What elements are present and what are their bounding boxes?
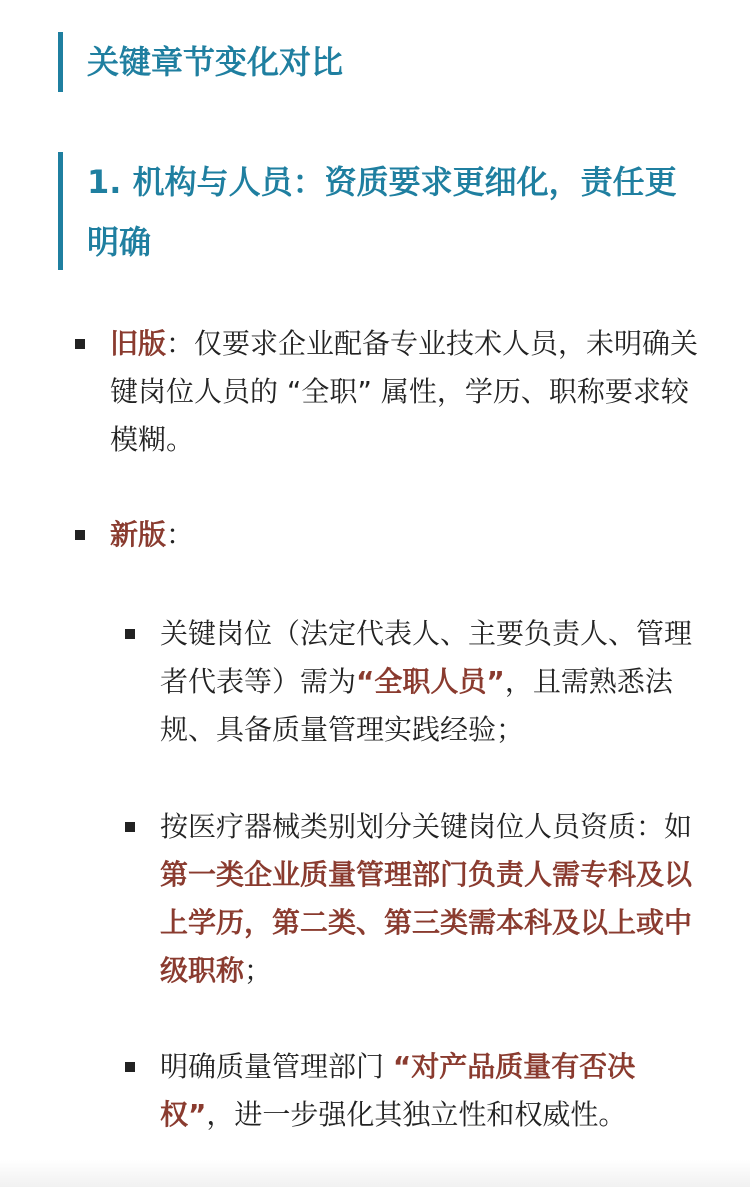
section-title-text: 关键章节变化对比	[87, 43, 344, 81]
new-version-item	[75, 511, 700, 559]
square-bullet-icon	[125, 1062, 135, 1072]
old-version-item	[75, 320, 700, 464]
old-version-text: ：仅要求企业配备专业技术人员，未明确关键岗位人员的 “全职” 属性，学历、职称要求较模糊。	[110, 327, 699, 456]
section-title	[58, 32, 698, 92]
old-version-label: 旧版	[110, 327, 167, 360]
subitem-text: ，且需熟悉法规、具备质量管理实践经验；	[160, 665, 673, 746]
section-subtitle-text: 1. 机构与人员：资质要求更细化，责任更明确	[87, 163, 677, 261]
subitem-text: ，进一步强化其独立性和权威性。	[206, 1098, 627, 1131]
square-bullet-icon	[125, 629, 135, 639]
new-version-subitem-full-time	[125, 610, 700, 754]
subitem-text: 关键岗位（法定代表人、主要负责人、管理者代表等）需为	[160, 617, 693, 698]
new-version-subitem-qualification	[125, 803, 700, 995]
new-version-colon: ：	[166, 518, 195, 551]
section-subtitle	[58, 152, 698, 270]
subitem-highlight: “对产品质量有否决权”	[160, 1050, 636, 1131]
square-bullet-icon	[75, 339, 85, 349]
subitem-text: 明确质量管理部门	[160, 1050, 393, 1083]
bottom-fade	[0, 1160, 750, 1187]
new-version-subitem-veto	[125, 1043, 700, 1139]
subitem-text: 按医疗器械类别划分关键岗位人员资质：如	[160, 810, 693, 843]
subitem-highlight: “全职人员”	[356, 665, 505, 698]
subitem-highlight: 第一类企业质量管理部门负责人需专科及以上学历，第二类、第三类需本科及以上或中级职称	[160, 858, 693, 987]
square-bullet-icon	[75, 530, 85, 540]
subitem-text: ；	[244, 954, 273, 987]
new-version-label: 新版	[110, 518, 167, 551]
square-bullet-icon	[125, 822, 135, 832]
